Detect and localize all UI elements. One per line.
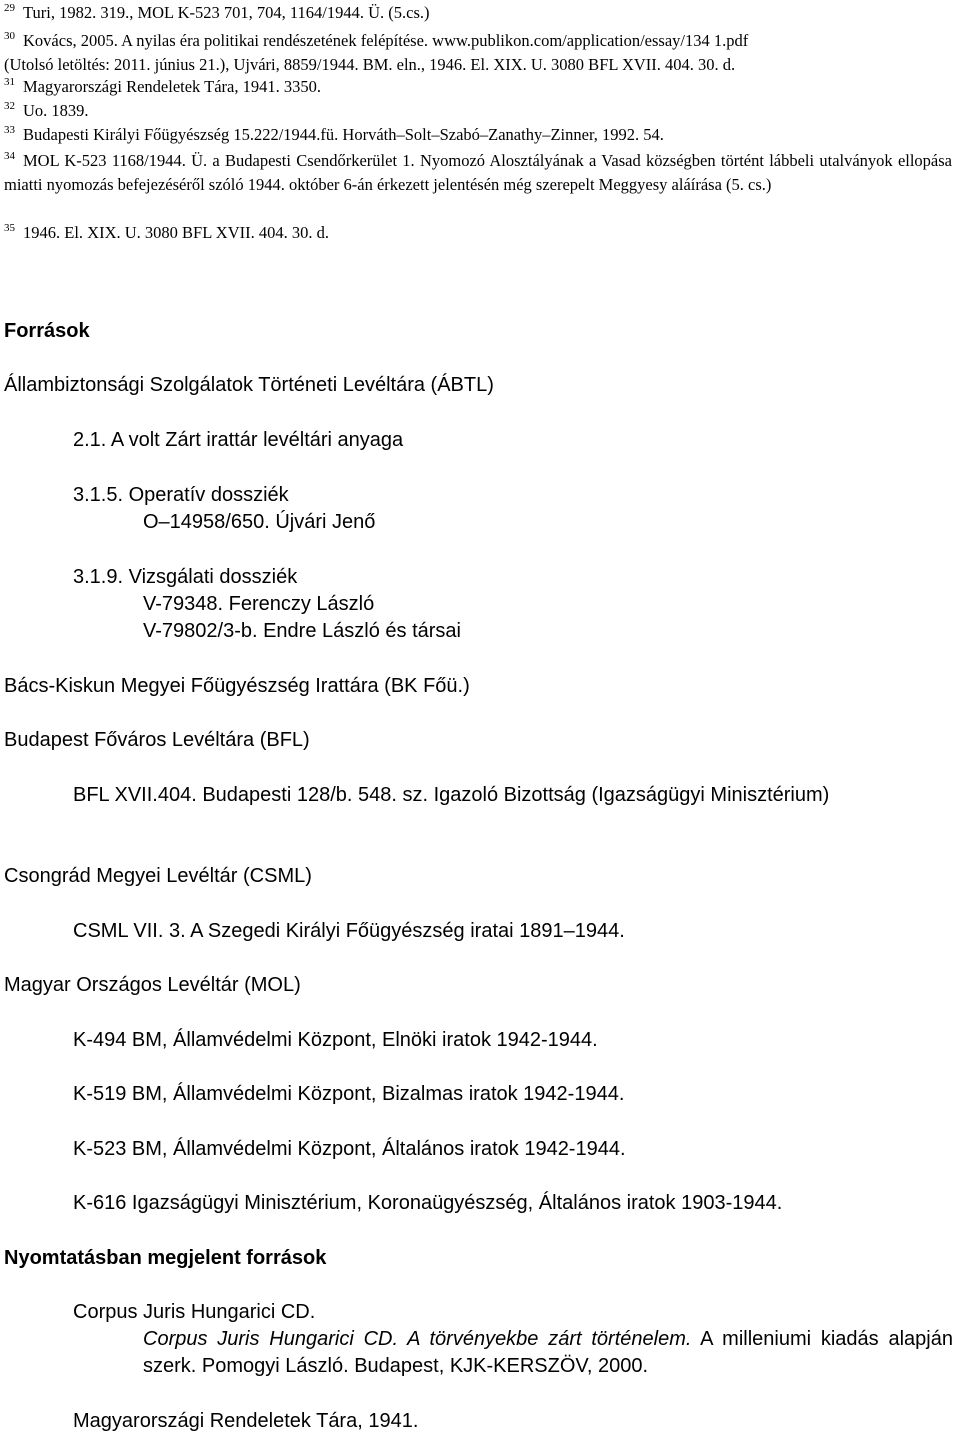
abtl-item-v79348: V-79348. Ferenczy László	[143, 593, 375, 615]
abtl-section-2-1: 2.1. A volt Zárt irattár levéltári anyaga	[73, 429, 404, 451]
footnote-text: Magyarországi Rendeletek Tára, 1941. 3350.	[23, 77, 321, 96]
printed-item-cjh: Corpus Juris Hungarici CD.	[73, 1301, 316, 1323]
footnote-30	[4, 30, 952, 76]
footnote-number: 32	[4, 100, 15, 112]
archive-title-bkfou: Bács-Kiskun Megyei Főügyészség Irattára (BK Főü.)	[4, 675, 470, 697]
abtl-item-v79802: V-79802/3-b. Endre László és társai	[143, 620, 461, 642]
footnote-number: 33	[4, 124, 15, 136]
archive-title-bfl: Budapest Főváros Levéltára (BFL)	[4, 729, 310, 751]
mol-item-k616: K-616 Igazságügyi Minisztérium, Koronaügyészség, Általános iratok 1903-1944.	[73, 1192, 783, 1214]
footnote-32	[4, 100, 952, 124]
abtl-section-3-1-5: 3.1.5. Operatív dossziék	[73, 484, 289, 506]
footnote-link[interactable]: www.publikon.com/application/essay/134 1.pdf	[432, 31, 749, 50]
footnote-text: Uo. 1839.	[23, 101, 89, 120]
footnote-text: MOL K-523 1168/1944. Ü. a Budapesti Csendőrkerület 1. Nyomozó Alosztályának a Vasad községben történt lábbeli utalványok ellopása miatti nyomozás befejezéséről szóló 1944. október 6-án érkezett jelentésén még szerepelt Meggyesy aláírása (5. cs.)	[4, 151, 952, 194]
mol-item-k519: K-519 BM, Államvédelmi Központ, Bizalmas iratok 1942-1944.	[73, 1083, 625, 1105]
printed-item-mrt: Magyarországi Rendeletek Tára, 1941.	[73, 1410, 419, 1432]
footnote-text: 1946. El. XIX. U. 3080 BFL XVII. 404. 30. d.	[23, 223, 329, 242]
cjh-italic-title: Corpus Juris Hungarici CD. A törvényekbe zárt történelem.	[143, 1328, 692, 1350]
archive-title-mol: Magyar Országos Levéltár (MOL)	[4, 974, 301, 996]
footnote-number: 29	[4, 2, 15, 14]
footnote-text: Kovács, 2005. A nyilas éra politikai rendészetének felépítése.	[23, 31, 433, 50]
section-heading-printed-sources: Nyomtatásban megjelent források	[4, 1247, 327, 1269]
footnote-31	[4, 76, 952, 100]
abtl-section-3-1-9: 3.1.9. Vizsgálati dossziék	[73, 566, 298, 588]
archive-title-abtl: Állambiztonsági Szolgálatok Történeti Levéltára (ÁBTL)	[4, 374, 494, 396]
abtl-item-o14958: O–14958/650. Újvári Jenő	[143, 511, 376, 533]
csml-item: CSML VII. 3. A Szegedi Királyi Főügyészség iratai 1891–1944.	[73, 920, 625, 942]
footnote-33	[4, 124, 952, 148]
printed-item-cjh-description	[143, 1326, 953, 1380]
cjh-edition-details: A milleniumi kiadás alapján szerk. Pomogyi László. Budapest, KJK-KERSZÖV, 2000.	[143, 1328, 953, 1377]
bfl-item: BFL XVII.404. Budapesti 128/b. 548. sz. Igazoló Bizottság (Igazságügyi Minisztérium)	[73, 784, 830, 806]
mol-item-k494: K-494 BM, Államvédelmi Központ, Elnöki iratok 1942-1944.	[73, 1029, 598, 1051]
footnote-34	[4, 150, 952, 196]
section-heading-sources: Források	[4, 320, 90, 342]
footnote-number: 35	[4, 222, 15, 234]
footnote-number: 31	[4, 76, 15, 88]
mol-item-k523: K-523 BM, Államvédelmi Központ, Általános iratok 1942-1944.	[73, 1138, 626, 1160]
footnote-35	[4, 222, 952, 246]
footnote-29	[4, 2, 952, 26]
footnote-number: 30	[4, 30, 15, 42]
archive-title-csml: Csongrád Megyei Levéltár (CSML)	[4, 865, 312, 887]
footnote-text-continued: (Utolsó letöltés: 2011. június 21.), Ujvári, 8859/1944. BM. eln., 1946. El. XIX. U. 3080 BFL XVII. 404. 30. d.	[4, 55, 736, 74]
footnote-number: 34	[4, 150, 15, 162]
footnote-text: Turi, 1982. 319., MOL K-523 701, 704, 1164/1944. Ü. (5.cs.)	[23, 3, 430, 22]
footnote-text: Budapesti Királyi Főügyészség 15.222/1944.fü. Horváth–Solt–Szabó–Zanathy–Zinner, 1992. 54.	[23, 125, 664, 144]
